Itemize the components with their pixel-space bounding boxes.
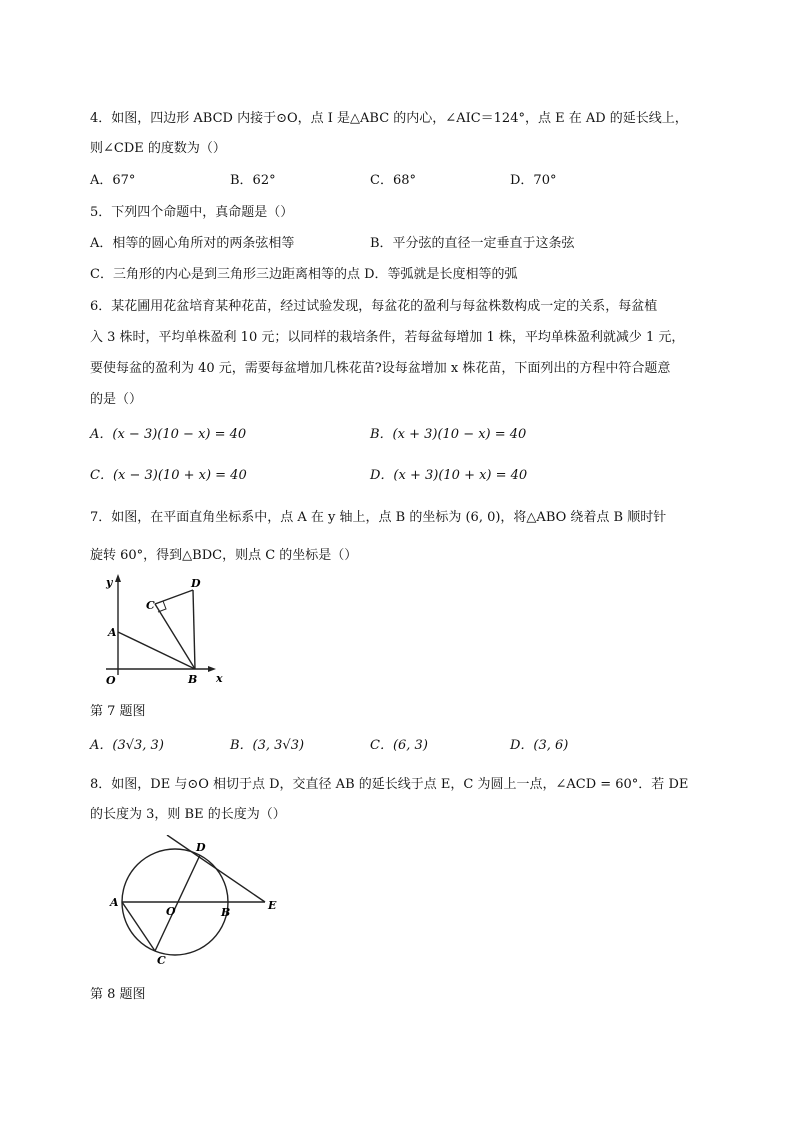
q8-label-b: B: [221, 906, 231, 919]
q7-label-y: y: [106, 576, 113, 589]
q6-line-2: 入 3 株时，平均单株盈利 10 元；以同样的栽培条件，若每盆每增加 1 株，平均单株盈利就减少 1 元，: [90, 330, 685, 345]
q4-option-a: A．67°: [90, 173, 136, 188]
q8-segment-ac: [122, 902, 155, 951]
q6-line-3: 要使每盆的盈利为 40 元，需要每盆增加几株花苗?设每盆增加 x 株花苗，下面列出的方程中符合题意: [90, 361, 671, 376]
q7-option-a: A．(3√3, 3): [90, 738, 164, 753]
q8-tangent-de: [167, 835, 265, 902]
q7-y-arrow-icon: [115, 574, 121, 582]
q8-label-d: D: [196, 841, 206, 854]
q6-line-1: 6．某花圃用花盆培育某种花苗，经过试验发现，每盆花的盈利与每盆株数构成一定的关系，每盆植: [90, 299, 658, 314]
q7-option-d: D．(3, 6): [510, 738, 569, 753]
q6-line-4: 的是（）: [90, 392, 143, 407]
q4-line-1: 4．如图，四边形 ABCD 内接于⊙O，点 I 是△ABC 的内心，∠AIC＝124°，点 E 在 AD 的延长线上，: [90, 111, 688, 126]
q7-line-1: 7．如图，在平面直角坐标系中，点 A 在 y 轴上，点 B 的坐标为 (6, 0)，将△ABO 绕着点 B 顺时针: [90, 510, 667, 525]
q8-label-o: O: [166, 905, 176, 918]
q8-caption: 第 8 题图: [90, 987, 146, 1002]
q6-option-b: B．(x + 3)(10 − x) = 40: [370, 427, 527, 442]
q4-option-d: D．70°: [510, 173, 557, 188]
q8-figure: [95, 835, 290, 970]
q7-label-c: C: [146, 599, 155, 612]
q5-option-b: B．平分弦的直径一定垂直于这条弦: [370, 236, 575, 251]
q8-line-2: 的长度为 3，则 BE 的长度为（）: [90, 807, 286, 822]
q7-label-a: A: [108, 626, 117, 639]
q4-option-c: C．68°: [370, 173, 416, 188]
q6-option-d: D．(x + 3)(10 + x) = 40: [370, 468, 528, 483]
q8-line-1: 8．如图，DE 与⊙O 相切于点 D，交直径 AB 的延长线于点 E，C 为圆上一点，∠ACD = 60°．若 DE: [90, 777, 689, 792]
q7-segment-dc: [155, 590, 193, 604]
q8-label-a: A: [110, 896, 119, 909]
q5-option-a: A．相等的圆心角所对的两条弦相等: [90, 236, 295, 251]
q7-label-x: x: [216, 672, 223, 685]
q8-segment-dc: [155, 855, 200, 951]
q4-line-2: 则∠CDE 的度数为（）: [90, 141, 226, 156]
q7-option-b: B．(3, 3√3): [230, 738, 305, 753]
q5-stem: 5．下列四个命题中，真命题是（）: [90, 205, 294, 220]
q8-label-c: C: [157, 954, 166, 967]
q7-label-d: D: [191, 577, 201, 590]
q6-option-a: A．(x − 3)(10 − x) = 40: [90, 427, 247, 442]
q7-x-arrow-icon: [208, 666, 216, 672]
q4-option-b: B．62°: [230, 173, 276, 188]
q7-caption: 第 7 题图: [90, 704, 146, 719]
q7-label-b: B: [188, 673, 198, 686]
q5-option-cd: C．三角形的内心是到三角形三边距离相等的点 D．等弧就是长度相等的弧: [90, 267, 518, 282]
q7-line-2: 旋转 60°，得到△BDC，则点 C 的坐标是（）: [90, 548, 358, 563]
q7-label-o: O: [106, 674, 116, 687]
q7-figure: [92, 572, 232, 692]
q8-label-e: E: [268, 899, 277, 912]
q7-option-c: C．(6, 3): [370, 738, 428, 753]
q6-option-c: C．(x − 3)(10 + x) = 40: [90, 468, 247, 483]
q7-segment-bd: [193, 590, 195, 669]
